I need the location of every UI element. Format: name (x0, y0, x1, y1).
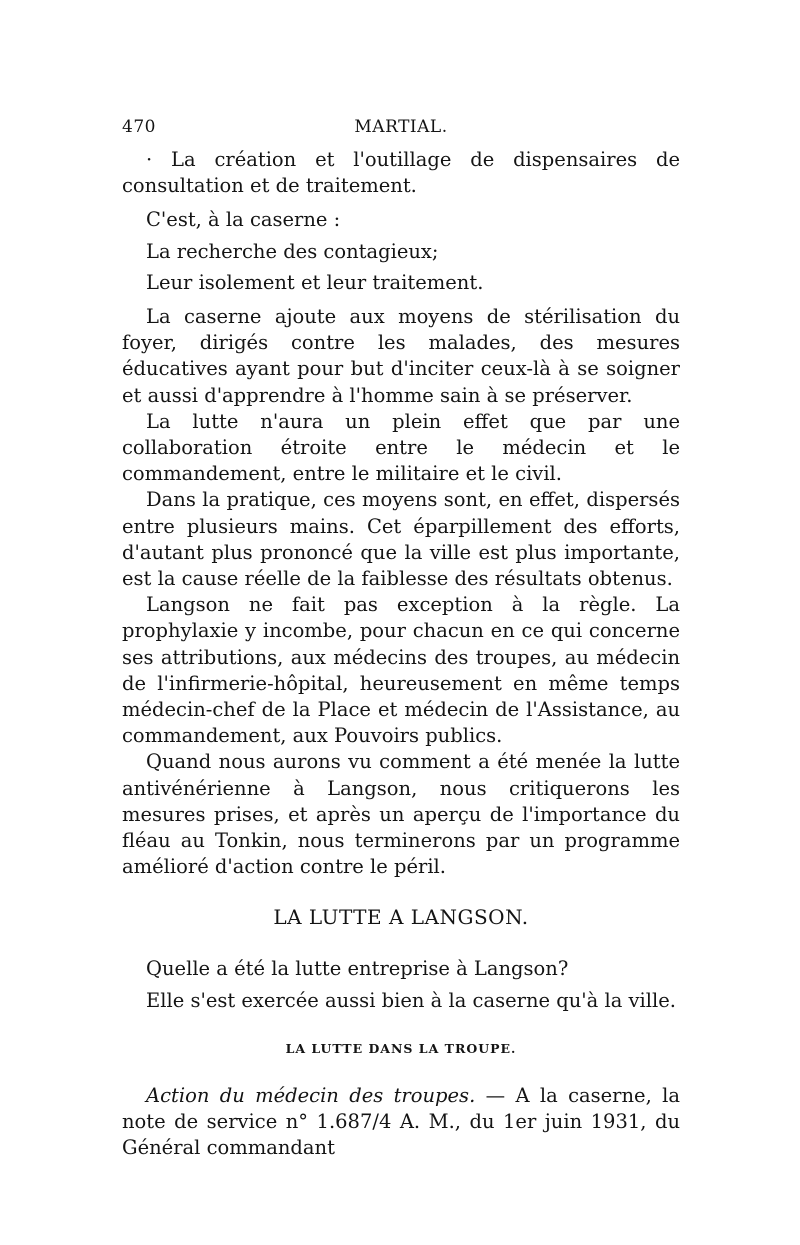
paragraph: Leur isolement et leur traitement. (146, 270, 484, 294)
subsection-heading: LA LUTTE DANS LA TROUPE. (285, 1040, 517, 1056)
paragraph: La caserne ajoute aux moyens de stérilisation du foyer, dirigés contre les malades, des mesures éducatives ayant pour but d'inciter ceux-là à se soigner et aussi d'apprendre à l'homme sain à se préserver. (122, 305, 680, 407)
paragraph: Elle s'est exercée aussi bien à la caserne qu'à la ville. (146, 988, 676, 1012)
paragraph (122, 1083, 680, 1162)
paragraph: · La création et l'outillage de dispensaires de consultation et de traitement. (122, 148, 680, 198)
document-page (122, 113, 680, 1162)
page-number: 470 (122, 117, 156, 137)
running-title: MARTIAL. (354, 117, 448, 137)
paragraph: C'est, à la caserne : (146, 208, 341, 232)
section-heading: LA LUTTE A LANGSON. (273, 905, 529, 930)
paragraph-lead: Action du médecin des troupes. (146, 1083, 476, 1107)
paragraph: Quelle a été la lutte entreprise à Langson? (146, 957, 569, 981)
paragraph: Dans la pratique, ces moyens sont, en effet, dispersés entre plusieurs mains. Cet éparpillement des efforts, d'autant plus prononcé que la ville est plus importante, est la cause réelle de la faiblesse des résultats obtenus. (122, 488, 680, 591)
paragraph: La recherche des contagieux; (146, 239, 439, 263)
paragraph: Langson ne fait pas exception à la règle. La prophylaxie y incombe, pour chacun en ce qui concerne ses attributions, aux médecins des troupes, au médecin de l'infirmerie-hôpital, heureusement en même temps médecin-chef de la Place et médecin de l'Assistance, au commandement, aux Pouvoirs publics. (122, 593, 680, 748)
page-header (122, 113, 680, 147)
paragraph: Quand nous aurons vu comment a été menée la lutte antivénérienne à Langson, nous critiquerons les mesures prises, et après un aperçu de l'importance du fléau au Tonkin, nous terminerons par un programme amélioré d'action contre le péril. (122, 750, 680, 879)
paragraph: La lutte n'aura un plein effet que par une collaboration étroite entre le médecin et le commandement, entre le militaire et le civil. (122, 409, 680, 486)
paragraph-text: — A la caserne, la note de service n° 1.687/4 A. M., du 1er juin 1931, du Général commandant (122, 1083, 680, 1160)
